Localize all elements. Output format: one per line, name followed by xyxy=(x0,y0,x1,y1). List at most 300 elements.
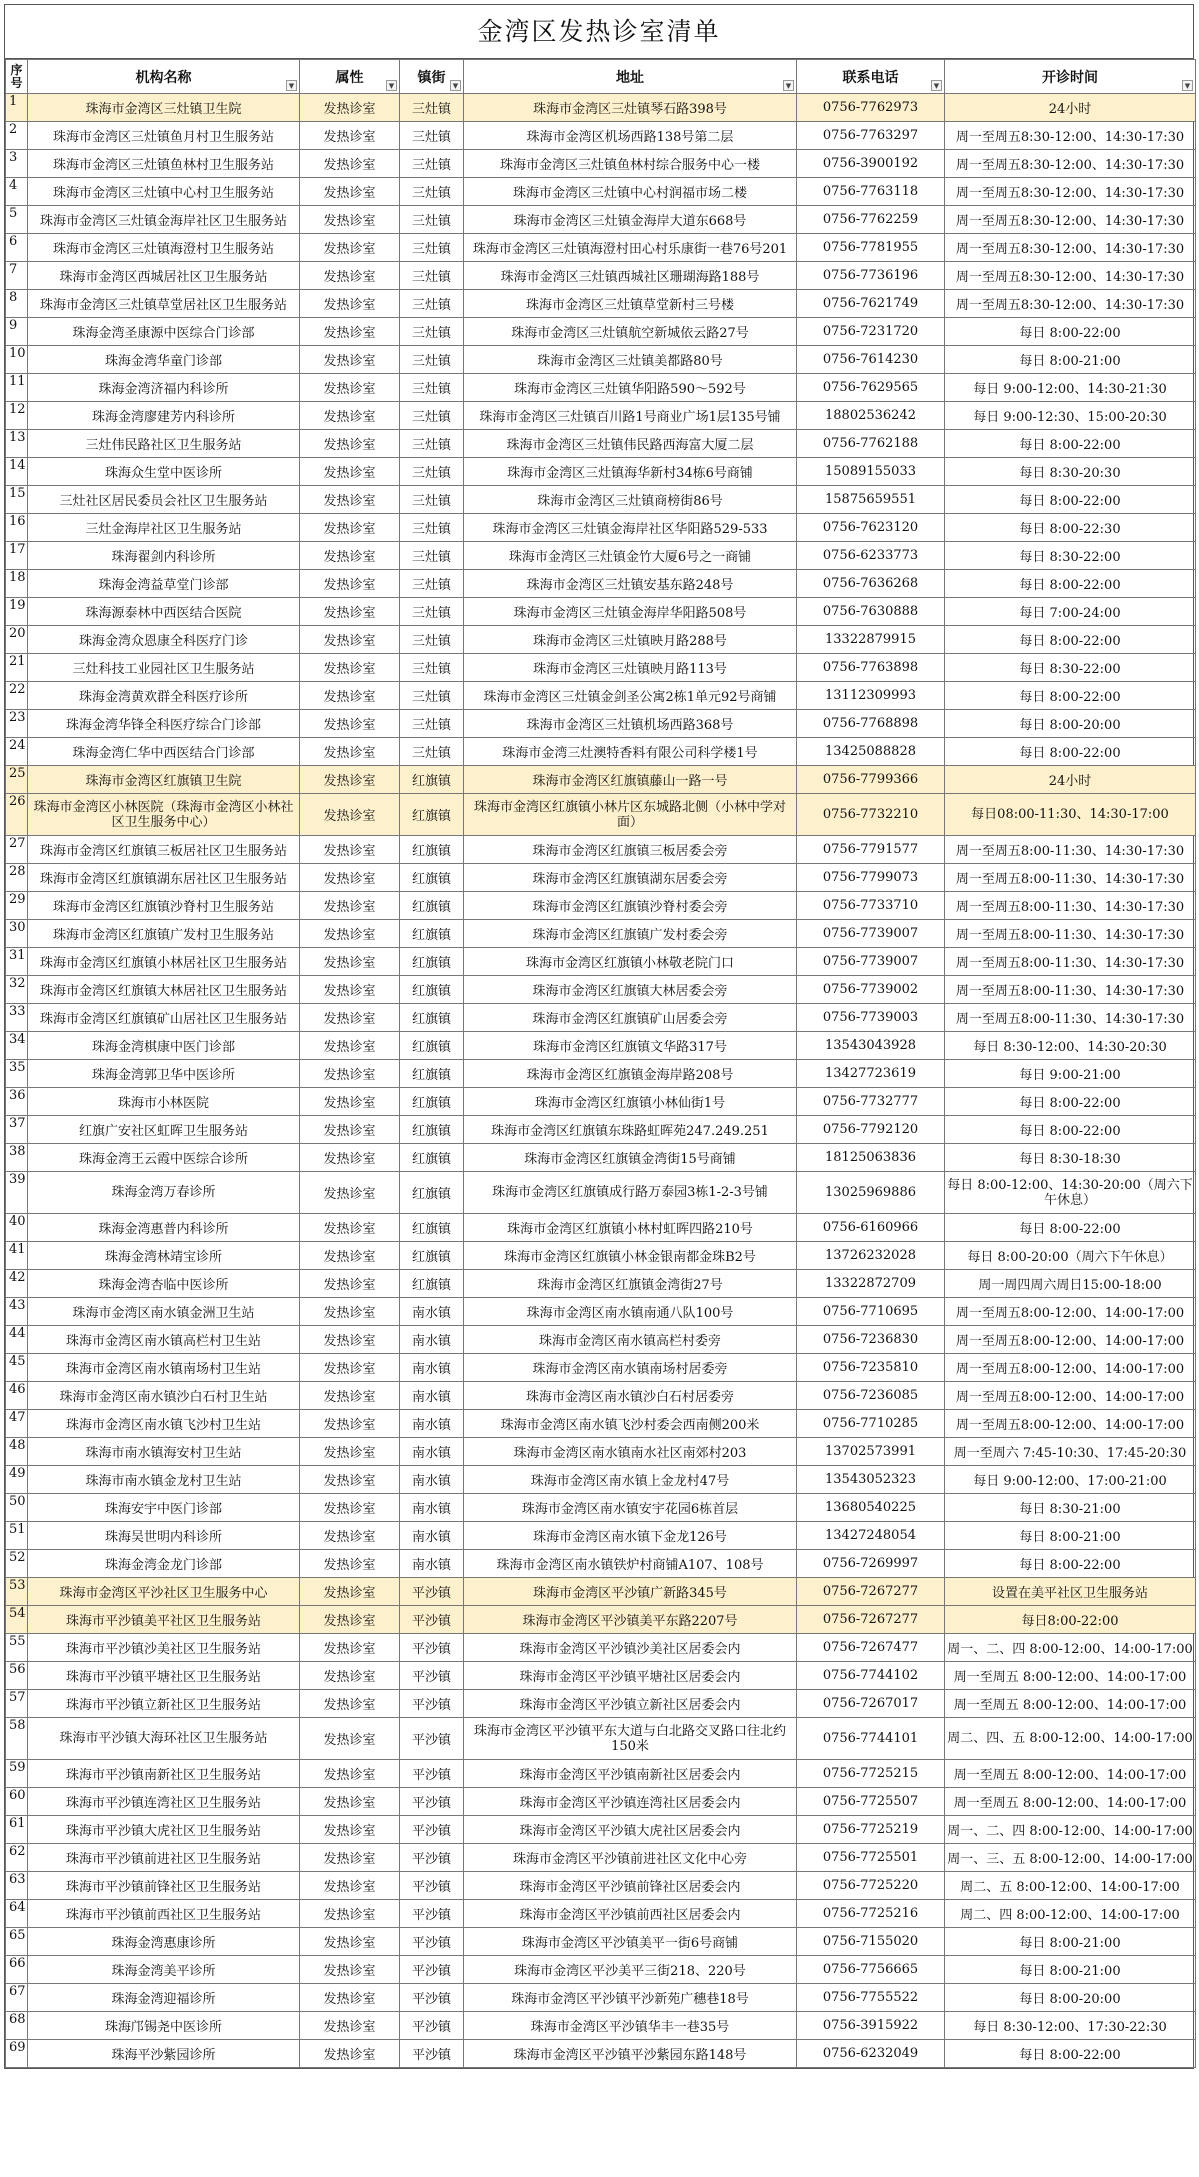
cell-addr[interactable]: 珠海市金湾区机场西路138号第二层 xyxy=(464,122,797,150)
cell-no[interactable]: 41 xyxy=(6,1242,28,1270)
cell-phone[interactable]: 0756-7755522 xyxy=(797,1984,945,2012)
cell-no[interactable]: 12 xyxy=(6,402,28,430)
cell-attr[interactable]: 发热诊室 xyxy=(300,1872,400,1900)
cell-no[interactable]: 8 xyxy=(6,290,28,318)
cell-phone[interactable]: 0756-7756665 xyxy=(797,1956,945,1984)
cell-town[interactable]: 红旗镇 xyxy=(400,976,464,1004)
cell-addr[interactable]: 珠海市金湾区南水镇南场村居委旁 xyxy=(464,1354,797,1382)
cell-town[interactable]: 平沙镇 xyxy=(400,1760,464,1788)
cell-town[interactable]: 红旗镇 xyxy=(400,1172,464,1214)
cell-addr[interactable]: 珠海市金湾区三灶镇海澄村田心村乐康街一巷76号201 xyxy=(464,234,797,262)
cell-town[interactable]: 三灶镇 xyxy=(400,570,464,598)
cell-town[interactable]: 三灶镇 xyxy=(400,234,464,262)
cell-town[interactable]: 平沙镇 xyxy=(400,2012,464,2040)
cell-addr[interactable]: 珠海市金湾区平沙美平三街218、220号 xyxy=(464,1956,797,1984)
cell-hours[interactable]: 每日 8:00-22:00 xyxy=(945,738,1196,766)
cell-attr[interactable]: 发热诊室 xyxy=(300,1606,400,1634)
cell-phone[interactable]: 13680540225 xyxy=(797,1494,945,1522)
cell-hours[interactable]: 周一至周五8:00-11:30、14:30-17:30 xyxy=(945,864,1196,892)
cell-phone[interactable]: 0756-7629565 xyxy=(797,374,945,402)
cell-phone[interactable]: 13427248054 xyxy=(797,1522,945,1550)
cell-attr[interactable]: 发热诊室 xyxy=(300,1718,400,1760)
cell-hours[interactable]: 周一至周五8:30-12:00、14:30-17:30 xyxy=(945,290,1196,318)
cell-town[interactable]: 南水镇 xyxy=(400,1382,464,1410)
cell-addr[interactable]: 珠海市金湾区南水镇南通八队100号 xyxy=(464,1298,797,1326)
cell-town[interactable]: 红旗镇 xyxy=(400,864,464,892)
cell-addr[interactable]: 珠海市金湾区三灶镇鱼林村综合服务中心一楼 xyxy=(464,150,797,178)
cell-phone[interactable]: 0756-7799073 xyxy=(797,864,945,892)
cell-addr[interactable]: 珠海市金湾区三灶镇美都路80号 xyxy=(464,346,797,374)
cell-phone[interactable]: 0756-7269997 xyxy=(797,1550,945,1578)
cell-name[interactable]: 珠海市平沙镇连湾社区卫生服务站 xyxy=(28,1788,300,1816)
cell-name[interactable]: 珠海市平沙镇立新社区卫生服务站 xyxy=(28,1690,300,1718)
cell-no[interactable]: 28 xyxy=(6,864,28,892)
cell-name[interactable]: 珠海金湾棋康中医门诊部 xyxy=(28,1032,300,1060)
cell-addr[interactable]: 珠海市金湾区红旗镇小林村虹晖四路210号 xyxy=(464,1214,797,1242)
cell-town[interactable]: 三灶镇 xyxy=(400,430,464,458)
cell-attr[interactable]: 发热诊室 xyxy=(300,1900,400,1928)
cell-phone[interactable]: 0756-7623120 xyxy=(797,514,945,542)
cell-town[interactable]: 平沙镇 xyxy=(400,1900,464,1928)
cell-no[interactable]: 45 xyxy=(6,1354,28,1382)
cell-hours[interactable]: 周一至周五8:00-11:30、14:30-17:30 xyxy=(945,1004,1196,1032)
cell-no[interactable]: 58 xyxy=(6,1718,28,1760)
cell-town[interactable]: 三灶镇 xyxy=(400,682,464,710)
cell-attr[interactable]: 发热诊室 xyxy=(300,458,400,486)
cell-attr[interactable]: 发热诊室 xyxy=(300,920,400,948)
cell-no[interactable]: 60 xyxy=(6,1788,28,1816)
cell-addr[interactable]: 珠海市金湾区红旗镇湖东居委会旁 xyxy=(464,864,797,892)
cell-phone[interactable]: 0756-7621749 xyxy=(797,290,945,318)
cell-attr[interactable]: 发热诊室 xyxy=(300,1844,400,1872)
cell-addr[interactable]: 珠海市金湾区平沙镇前西社区居委会内 xyxy=(464,1900,797,1928)
cell-addr[interactable]: 珠海市金湾区红旗镇东珠路虹晖苑247.249.251 xyxy=(464,1116,797,1144)
cell-hours[interactable]: 每日08:00-11:30、14:30-17:00 xyxy=(945,794,1196,836)
cell-attr[interactable]: 发热诊室 xyxy=(300,710,400,738)
cell-no[interactable]: 30 xyxy=(6,920,28,948)
cell-hours[interactable]: 周一至周五8:00-11:30、14:30-17:30 xyxy=(945,920,1196,948)
cell-phone[interactable]: 0756-7744102 xyxy=(797,1662,945,1690)
cell-attr[interactable]: 发热诊室 xyxy=(300,794,400,836)
cell-no[interactable]: 53 xyxy=(6,1578,28,1606)
cell-hours[interactable]: 周一至周五8:00-11:30、14:30-17:30 xyxy=(945,836,1196,864)
cell-no[interactable]: 49 xyxy=(6,1466,28,1494)
cell-phone[interactable]: 13543043928 xyxy=(797,1032,945,1060)
cell-hours[interactable]: 周一至周五8:00-12:00、14:00-17:00 xyxy=(945,1354,1196,1382)
cell-addr[interactable]: 珠海市金湾区南水镇飞沙村委会西南侧200米 xyxy=(464,1410,797,1438)
cell-phone[interactable]: 13025969886 xyxy=(797,1172,945,1214)
cell-phone[interactable]: 0756-7733710 xyxy=(797,892,945,920)
cell-attr[interactable]: 发热诊室 xyxy=(300,738,400,766)
cell-addr[interactable]: 珠海市金湾区南水镇高栏村委旁 xyxy=(464,1326,797,1354)
cell-name[interactable]: 珠海市金湾区南水镇高栏村卫生站 xyxy=(28,1326,300,1354)
cell-name[interactable]: 珠海平沙紫园诊所 xyxy=(28,2040,300,2068)
cell-attr[interactable]: 发热诊室 xyxy=(300,1326,400,1354)
cell-attr[interactable]: 发热诊室 xyxy=(300,1060,400,1088)
cell-addr[interactable]: 珠海市金湾区平沙镇前锋社区居委会内 xyxy=(464,1872,797,1900)
filter-dropdown-icon[interactable]: ▼ xyxy=(450,80,461,91)
cell-addr[interactable]: 珠海市金湾三灶澳特香料有限公司科学楼1号 xyxy=(464,738,797,766)
cell-no[interactable]: 34 xyxy=(6,1032,28,1060)
cell-attr[interactable]: 发热诊室 xyxy=(300,1550,400,1578)
cell-hours[interactable]: 每日 8:00-22:00 xyxy=(945,1550,1196,1578)
cell-no[interactable]: 42 xyxy=(6,1270,28,1298)
cell-addr[interactable]: 珠海市金湾区三灶镇映月路113号 xyxy=(464,654,797,682)
cell-name[interactable]: 珠海金湾王云霞中医综合诊所 xyxy=(28,1144,300,1172)
cell-attr[interactable]: 发热诊室 xyxy=(300,892,400,920)
cell-hours[interactable]: 每日 8:00-12:00、14:30-20:00（周六下午休息） xyxy=(945,1172,1196,1214)
cell-hours[interactable]: 周一至周五8:00-12:00、14:00-17:00 xyxy=(945,1410,1196,1438)
cell-name[interactable]: 珠海金湾林靖宝诊所 xyxy=(28,1242,300,1270)
cell-hours[interactable]: 每日 8:00-20:00 xyxy=(945,1984,1196,2012)
cell-town[interactable]: 红旗镇 xyxy=(400,1242,464,1270)
cell-addr[interactable]: 珠海市金湾区三灶镇金竹大厦6号之一商铺 xyxy=(464,542,797,570)
cell-attr[interactable]: 发热诊室 xyxy=(300,570,400,598)
cell-attr[interactable]: 发热诊室 xyxy=(300,1410,400,1438)
cell-phone[interactable]: 0756-7725220 xyxy=(797,1872,945,1900)
cell-no[interactable]: 51 xyxy=(6,1522,28,1550)
cell-attr[interactable]: 发热诊室 xyxy=(300,318,400,346)
cell-addr[interactable]: 珠海市金湾区平沙镇平塘社区居委会内 xyxy=(464,1662,797,1690)
cell-attr[interactable]: 发热诊室 xyxy=(300,1004,400,1032)
cell-phone[interactable]: 15089155033 xyxy=(797,458,945,486)
cell-addr[interactable]: 珠海市金湾区平沙镇平沙紫园东路148号 xyxy=(464,2040,797,2068)
cell-hours[interactable]: 周一至周五8:30-12:00、14:30-17:30 xyxy=(945,150,1196,178)
cell-attr[interactable]: 发热诊室 xyxy=(300,1928,400,1956)
cell-hours[interactable]: 周一至周五8:30-12:00、14:30-17:30 xyxy=(945,206,1196,234)
cell-phone[interactable]: 0756-7799366 xyxy=(797,766,945,794)
cell-addr[interactable]: 珠海市金湾区平沙镇平东大道与白北路交叉路口往北约150米 xyxy=(464,1718,797,1760)
cell-no[interactable]: 52 xyxy=(6,1550,28,1578)
cell-hours[interactable]: 每日 9:00-12:00、14:30-21:30 xyxy=(945,374,1196,402)
cell-no[interactable]: 50 xyxy=(6,1494,28,1522)
cell-addr[interactable]: 珠海市金湾区平沙镇大虎社区居委会内 xyxy=(464,1816,797,1844)
cell-hours[interactable]: 周一至周五8:00-11:30、14:30-17:30 xyxy=(945,976,1196,1004)
cell-phone[interactable]: 0756-7231720 xyxy=(797,318,945,346)
cell-hours[interactable]: 每日 9:00-12:00、17:00-21:00 xyxy=(945,1466,1196,1494)
cell-no[interactable]: 3 xyxy=(6,150,28,178)
cell-phone[interactable]: 0756-6160966 xyxy=(797,1214,945,1242)
cell-name[interactable]: 珠海金湾杏临中医诊所 xyxy=(28,1270,300,1298)
cell-town[interactable]: 三灶镇 xyxy=(400,346,464,374)
cell-no[interactable]: 32 xyxy=(6,976,28,1004)
cell-attr[interactable]: 发热诊室 xyxy=(300,1634,400,1662)
cell-attr[interactable]: 发热诊室 xyxy=(300,1144,400,1172)
cell-hours[interactable]: 每日 8:30-12:00、14:30-20:30 xyxy=(945,1032,1196,1060)
cell-hours[interactable]: 周一至周五 8:00-12:00、14:00-17:00 xyxy=(945,1690,1196,1718)
cell-addr[interactable]: 珠海市金湾区三灶镇商榜街86号 xyxy=(464,486,797,514)
cell-attr[interactable]: 发热诊室 xyxy=(300,1984,400,2012)
cell-no[interactable]: 68 xyxy=(6,2012,28,2040)
cell-hours[interactable]: 每日 8:30-21:00 xyxy=(945,1494,1196,1522)
cell-addr[interactable]: 珠海市金湾区红旗镇小林仙街1号 xyxy=(464,1088,797,1116)
cell-name[interactable]: 红旗广安社区虹晖卫生服务站 xyxy=(28,1116,300,1144)
cell-name[interactable]: 珠海市平沙镇平塘社区卫生服务站 xyxy=(28,1662,300,1690)
cell-addr[interactable]: 珠海市金湾区南水镇铁炉村商铺A107、108号 xyxy=(464,1550,797,1578)
cell-hours[interactable]: 每日 8:30-22:00 xyxy=(945,654,1196,682)
cell-phone[interactable]: 0756-7725219 xyxy=(797,1816,945,1844)
cell-town[interactable]: 平沙镇 xyxy=(400,1634,464,1662)
cell-addr[interactable]: 珠海市金湾区三灶镇百川路1号商业广场1层135号铺 xyxy=(464,402,797,430)
cell-addr[interactable]: 珠海市金湾区红旗镇成行路万泰园3栋1-2-3号铺 xyxy=(464,1172,797,1214)
cell-addr[interactable]: 珠海市金湾区南水镇上金龙村47号 xyxy=(464,1466,797,1494)
cell-attr[interactable]: 发热诊室 xyxy=(300,374,400,402)
cell-addr[interactable]: 珠海市金湾区红旗镇小林金银南都金珠B2号 xyxy=(464,1242,797,1270)
filter-dropdown-icon[interactable]: ▼ xyxy=(783,80,794,91)
cell-no[interactable]: 38 xyxy=(6,1144,28,1172)
cell-town[interactable]: 红旗镇 xyxy=(400,1144,464,1172)
cell-town[interactable]: 平沙镇 xyxy=(400,1718,464,1760)
cell-town[interactable]: 三灶镇 xyxy=(400,542,464,570)
cell-town[interactable]: 三灶镇 xyxy=(400,654,464,682)
cell-name[interactable]: 珠海金湾华锋全科医疗综合门诊部 xyxy=(28,710,300,738)
cell-hours[interactable]: 每日 8:00-22:00 xyxy=(945,486,1196,514)
cell-attr[interactable]: 发热诊室 xyxy=(300,1956,400,1984)
cell-no[interactable]: 44 xyxy=(6,1326,28,1354)
cell-town[interactable]: 南水镇 xyxy=(400,1550,464,1578)
cell-name[interactable]: 珠海市金湾区南水镇金洲卫生站 xyxy=(28,1298,300,1326)
cell-phone[interactable]: 0756-7739007 xyxy=(797,948,945,976)
cell-attr[interactable]: 发热诊室 xyxy=(300,290,400,318)
cell-attr[interactable]: 发热诊室 xyxy=(300,1088,400,1116)
cell-phone[interactable]: 0756-7725507 xyxy=(797,1788,945,1816)
cell-town[interactable]: 三灶镇 xyxy=(400,626,464,654)
cell-town[interactable]: 红旗镇 xyxy=(400,892,464,920)
cell-phone[interactable]: 0756-7763297 xyxy=(797,122,945,150)
cell-no[interactable]: 67 xyxy=(6,1984,28,2012)
cell-hours[interactable]: 每日 9:00-12:30、15:00-20:30 xyxy=(945,402,1196,430)
cell-phone[interactable]: 13427723619 xyxy=(797,1060,945,1088)
cell-hours[interactable]: 周一至周五8:30-12:00、14:30-17:30 xyxy=(945,234,1196,262)
cell-attr[interactable]: 发热诊室 xyxy=(300,2040,400,2068)
cell-attr[interactable]: 发热诊室 xyxy=(300,1578,400,1606)
cell-town[interactable]: 平沙镇 xyxy=(400,1578,464,1606)
cell-town[interactable]: 三灶镇 xyxy=(400,178,464,206)
cell-name[interactable]: 珠海市金湾区三灶镇金海岸社区卫生服务站 xyxy=(28,206,300,234)
cell-name[interactable]: 珠海金湾华童门诊部 xyxy=(28,346,300,374)
cell-addr[interactable]: 珠海市金湾区红旗镇小林敬老院门口 xyxy=(464,948,797,976)
cell-town[interactable]: 南水镇 xyxy=(400,1522,464,1550)
cell-town[interactable]: 平沙镇 xyxy=(400,1984,464,2012)
cell-no[interactable]: 36 xyxy=(6,1088,28,1116)
cell-hours[interactable]: 24小时 xyxy=(945,766,1196,794)
cell-name[interactable]: 珠海金湾廖建芳内科诊所 xyxy=(28,402,300,430)
cell-hours[interactable]: 周一至周五8:00-12:00、14:00-17:00 xyxy=(945,1298,1196,1326)
cell-addr[interactable]: 珠海市金湾区三灶镇中心村润福市场二楼 xyxy=(464,178,797,206)
cell-town[interactable]: 平沙镇 xyxy=(400,1662,464,1690)
cell-no[interactable]: 57 xyxy=(6,1690,28,1718)
cell-phone[interactable]: 0756-7762259 xyxy=(797,206,945,234)
cell-hours[interactable]: 每日 8:00-22:00 xyxy=(945,430,1196,458)
cell-town[interactable]: 红旗镇 xyxy=(400,766,464,794)
cell-attr[interactable]: 发热诊室 xyxy=(300,206,400,234)
cell-phone[interactable]: 0756-7762188 xyxy=(797,430,945,458)
cell-town[interactable]: 南水镇 xyxy=(400,1466,464,1494)
cell-addr[interactable]: 珠海市金湾区三灶镇伟民路西海富大厦二层 xyxy=(464,430,797,458)
cell-addr[interactable]: 珠海市金湾区三灶镇金剑圣公寓2栋1单元92号商铺 xyxy=(464,682,797,710)
cell-town[interactable]: 红旗镇 xyxy=(400,1270,464,1298)
cell-hours[interactable]: 周一至周五8:00-12:00、14:00-17:00 xyxy=(945,1326,1196,1354)
cell-name[interactable]: 珠海市平沙镇沙美社区卫生服务站 xyxy=(28,1634,300,1662)
cell-town[interactable]: 平沙镇 xyxy=(400,1606,464,1634)
cell-phone[interactable]: 0756-7236830 xyxy=(797,1326,945,1354)
cell-no[interactable]: 31 xyxy=(6,948,28,976)
cell-hours[interactable]: 每日 8:30-22:00 xyxy=(945,542,1196,570)
cell-addr[interactable]: 珠海市金湾区平沙镇南新社区居委会内 xyxy=(464,1760,797,1788)
cell-name[interactable]: 珠海市南水镇海安村卫生站 xyxy=(28,1438,300,1466)
cell-town[interactable]: 三灶镇 xyxy=(400,262,464,290)
cell-name[interactable]: 珠海市金湾区红旗镇大林居社区卫生服务站 xyxy=(28,976,300,1004)
cell-town[interactable]: 红旗镇 xyxy=(400,948,464,976)
cell-no[interactable]: 11 xyxy=(6,374,28,402)
cell-phone[interactable]: 0756-7236085 xyxy=(797,1382,945,1410)
cell-attr[interactable]: 发热诊室 xyxy=(300,598,400,626)
cell-name[interactable]: 三灶科技工业园社区卫生服务站 xyxy=(28,654,300,682)
cell-addr[interactable]: 珠海市金湾区平沙镇华丰一巷35号 xyxy=(464,2012,797,2040)
cell-hours[interactable]: 每日 8:30-18:30 xyxy=(945,1144,1196,1172)
cell-phone[interactable]: 0756-7725501 xyxy=(797,1844,945,1872)
cell-attr[interactable]: 发热诊室 xyxy=(300,836,400,864)
cell-name[interactable]: 珠海市平沙镇美平社区卫生服务站 xyxy=(28,1606,300,1634)
cell-town[interactable]: 红旗镇 xyxy=(400,794,464,836)
cell-town[interactable]: 三灶镇 xyxy=(400,738,464,766)
cell-phone[interactable]: 0756-7739002 xyxy=(797,976,945,1004)
cell-town[interactable]: 平沙镇 xyxy=(400,2040,464,2068)
cell-addr[interactable]: 珠海市金湾区红旗镇小林片区东城路北侧（小林中学对面） xyxy=(464,794,797,836)
cell-addr[interactable]: 珠海市金湾区南水镇下金龙126号 xyxy=(464,1522,797,1550)
cell-name[interactable]: 珠海市金湾区小林医院（珠海市金湾区小林社区卫生服务中心） xyxy=(28,794,300,836)
cell-no[interactable]: 64 xyxy=(6,1900,28,1928)
cell-name[interactable]: 珠海市金湾区三灶镇鱼月村卫生服务站 xyxy=(28,122,300,150)
cell-attr[interactable]: 发热诊室 xyxy=(300,94,400,122)
cell-name[interactable]: 珠海金湾众恩康全科医疗门诊 xyxy=(28,626,300,654)
cell-name[interactable]: 珠海金湾黄欢群全科医疗诊所 xyxy=(28,682,300,710)
cell-phone[interactable]: 0756-7791577 xyxy=(797,836,945,864)
cell-addr[interactable]: 珠海市金湾区红旗镇沙脊村委会旁 xyxy=(464,892,797,920)
filter-dropdown-icon[interactable]: ▼ xyxy=(1182,80,1193,91)
cell-name[interactable]: 三灶社区居民委员会社区卫生服务站 xyxy=(28,486,300,514)
cell-name[interactable]: 珠海金湾济福内科诊所 xyxy=(28,374,300,402)
cell-town[interactable]: 红旗镇 xyxy=(400,1088,464,1116)
cell-phone[interactable]: 13543052323 xyxy=(797,1466,945,1494)
cell-name[interactable]: 珠海金湾惠康诊所 xyxy=(28,1928,300,1956)
cell-addr[interactable]: 珠海市金湾区平沙镇沙美社区居委会内 xyxy=(464,1634,797,1662)
filter-dropdown-icon[interactable]: ▼ xyxy=(931,80,942,91)
cell-name[interactable]: 珠海众生堂中医诊所 xyxy=(28,458,300,486)
cell-no[interactable]: 47 xyxy=(6,1410,28,1438)
cell-hours[interactable]: 周二、四、五 8:00-12:00、14:00-17:00 xyxy=(945,1718,1196,1760)
cell-no[interactable]: 9 xyxy=(6,318,28,346)
cell-no[interactable]: 54 xyxy=(6,1606,28,1634)
cell-phone[interactable]: 0756-7781955 xyxy=(797,234,945,262)
cell-phone[interactable]: 0756-7725216 xyxy=(797,1900,945,1928)
cell-town[interactable]: 红旗镇 xyxy=(400,1060,464,1088)
cell-town[interactable]: 三灶镇 xyxy=(400,150,464,178)
cell-no[interactable]: 7 xyxy=(6,262,28,290)
cell-no[interactable]: 69 xyxy=(6,2040,28,2068)
cell-phone[interactable]: 0756-3900192 xyxy=(797,150,945,178)
cell-addr[interactable]: 珠海市金湾区红旗镇大林居委会旁 xyxy=(464,976,797,1004)
cell-town[interactable]: 三灶镇 xyxy=(400,290,464,318)
cell-name[interactable]: 珠海市金湾区三灶镇中心村卫生服务站 xyxy=(28,178,300,206)
cell-name[interactable]: 珠海市金湾区红旗镇矿山居社区卫生服务站 xyxy=(28,1004,300,1032)
cell-hours[interactable]: 周二、五 8:00-12:00、14:00-17:00 xyxy=(945,1872,1196,1900)
cell-addr[interactable]: 珠海市金湾区平沙镇立新社区居委会内 xyxy=(464,1690,797,1718)
cell-attr[interactable]: 发热诊室 xyxy=(300,766,400,794)
filter-dropdown-icon[interactable]: ▼ xyxy=(286,80,297,91)
cell-no[interactable]: 6 xyxy=(6,234,28,262)
cell-attr[interactable]: 发热诊室 xyxy=(300,2012,400,2040)
cell-no[interactable]: 43 xyxy=(6,1298,28,1326)
cell-town[interactable]: 平沙镇 xyxy=(400,1816,464,1844)
cell-name[interactable]: 珠海市平沙镇南新社区卫生服务站 xyxy=(28,1760,300,1788)
cell-hours[interactable]: 周一至周五 8:00-12:00、14:00-17:00 xyxy=(945,1760,1196,1788)
cell-name[interactable]: 珠海金湾金龙门诊部 xyxy=(28,1550,300,1578)
cell-attr[interactable]: 发热诊室 xyxy=(300,1438,400,1466)
cell-phone[interactable]: 13112309993 xyxy=(797,682,945,710)
cell-phone[interactable]: 18802536242 xyxy=(797,402,945,430)
cell-name[interactable]: 珠海市平沙镇大海环社区卫生服务站 xyxy=(28,1718,300,1760)
cell-phone[interactable]: 0756-7744101 xyxy=(797,1718,945,1760)
cell-town[interactable]: 南水镇 xyxy=(400,1494,464,1522)
cell-no[interactable]: 35 xyxy=(6,1060,28,1088)
cell-hours[interactable]: 24小时 xyxy=(945,94,1196,122)
cell-attr[interactable]: 发热诊室 xyxy=(300,626,400,654)
cell-phone[interactable]: 15875659551 xyxy=(797,486,945,514)
cell-town[interactable]: 平沙镇 xyxy=(400,1690,464,1718)
cell-town[interactable]: 三灶镇 xyxy=(400,94,464,122)
cell-name[interactable]: 珠海市金湾区三灶镇草堂居社区卫生服务站 xyxy=(28,290,300,318)
cell-hours[interactable]: 周二、四 8:00-12:00、14:00-17:00 xyxy=(945,1900,1196,1928)
cell-phone[interactable]: 0756-6232049 xyxy=(797,2040,945,2068)
cell-hours[interactable]: 每日 8:00-22:00 xyxy=(945,1116,1196,1144)
cell-phone[interactable]: 0756-7736196 xyxy=(797,262,945,290)
cell-attr[interactable]: 发热诊室 xyxy=(300,1298,400,1326)
cell-phone[interactable]: 0756-7710285 xyxy=(797,1410,945,1438)
cell-attr[interactable]: 发热诊室 xyxy=(300,1760,400,1788)
cell-phone[interactable]: 0756-7763898 xyxy=(797,654,945,682)
cell-addr[interactable]: 珠海市金湾区三灶镇机场西路368号 xyxy=(464,710,797,738)
cell-attr[interactable]: 发热诊室 xyxy=(300,864,400,892)
cell-name[interactable]: 珠海金湾圣康源中医综合门诊部 xyxy=(28,318,300,346)
cell-phone[interactable]: 0756-7762973 xyxy=(797,94,945,122)
cell-town[interactable]: 三灶镇 xyxy=(400,206,464,234)
cell-name[interactable]: 珠海金湾惠普内科诊所 xyxy=(28,1214,300,1242)
cell-addr[interactable]: 珠海市金湾区平沙镇美平一街6号商铺 xyxy=(464,1928,797,1956)
cell-phone[interactable]: 0756-7630888 xyxy=(797,598,945,626)
cell-name[interactable]: 三灶金海岸社区卫生服务站 xyxy=(28,514,300,542)
cell-no[interactable]: 10 xyxy=(6,346,28,374)
cell-no[interactable]: 22 xyxy=(6,682,28,710)
cell-phone[interactable]: 13322879915 xyxy=(797,626,945,654)
cell-attr[interactable]: 发热诊室 xyxy=(300,1690,400,1718)
cell-name[interactable]: 珠海源泰林中西医结合医院 xyxy=(28,598,300,626)
cell-no[interactable]: 40 xyxy=(6,1214,28,1242)
cell-hours[interactable]: 设置在美平社区卫生服务站 xyxy=(945,1578,1196,1606)
cell-town[interactable]: 南水镇 xyxy=(400,1438,464,1466)
cell-town[interactable]: 南水镇 xyxy=(400,1326,464,1354)
cell-town[interactable]: 三灶镇 xyxy=(400,318,464,346)
cell-phone[interactable]: 0756-6233773 xyxy=(797,542,945,570)
cell-town[interactable]: 南水镇 xyxy=(400,1298,464,1326)
cell-hours[interactable]: 周一、二、四 8:00-12:00、14:00-17:00 xyxy=(945,1634,1196,1662)
cell-attr[interactable]: 发热诊室 xyxy=(300,948,400,976)
cell-name[interactable]: 珠海市金湾区红旗镇小林居社区卫生服务站 xyxy=(28,948,300,976)
cell-addr[interactable]: 珠海市金湾区三灶镇映月路288号 xyxy=(464,626,797,654)
cell-hours[interactable]: 周一、二、四 8:00-12:00、14:00-17:00 xyxy=(945,1816,1196,1844)
cell-hours[interactable]: 每日 8:00-22:00 xyxy=(945,570,1196,598)
cell-addr[interactable]: 珠海市金湾区红旗镇金海岸路208号 xyxy=(464,1060,797,1088)
